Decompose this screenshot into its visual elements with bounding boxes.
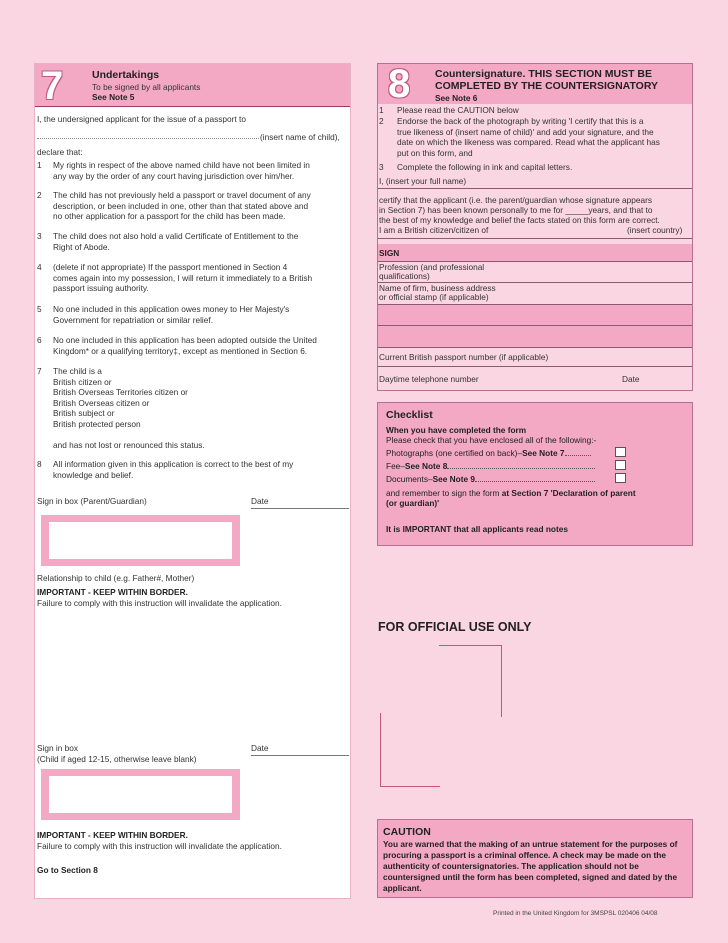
section7-subtitle: To be signed by all applicants bbox=[92, 82, 201, 92]
checklist-please: Please check that you have enclosed all of the following:- bbox=[386, 435, 597, 445]
caution-panel bbox=[377, 819, 693, 898]
section8-number: 8 bbox=[388, 62, 411, 106]
step-line: put on this form, and bbox=[397, 147, 473, 158]
checklist-important: It is IMPORTANT that all applicants read notes bbox=[386, 524, 568, 534]
address-band-1[interactable] bbox=[378, 305, 692, 325]
date-field-1[interactable] bbox=[251, 508, 349, 509]
undertaking-line: any way by the order of any court having jurisdiction over him/her. bbox=[53, 170, 295, 181]
child-signature-box[interactable] bbox=[41, 769, 240, 820]
step-line: Endorse the back of the photograph by writing 'I certify that this is a bbox=[397, 116, 644, 126]
documents-text: Documents– bbox=[386, 474, 433, 484]
undertaking-line: and has not lost or renounced this status. bbox=[53, 439, 205, 450]
undertaking-line: No one included in this application has been adopted outside the United bbox=[53, 335, 317, 345]
checklist-photos bbox=[386, 448, 686, 459]
section8-note: See Note 6 bbox=[435, 93, 478, 103]
undertaking-number: 2 bbox=[37, 190, 42, 200]
undertaking-number: 7 bbox=[37, 366, 42, 376]
step-number: 2 bbox=[379, 116, 384, 126]
step-line: true likeness of (insert name of child)' and add your signature, and the bbox=[397, 126, 654, 137]
section7-title: Undertakings bbox=[92, 69, 160, 81]
undertaking-line: The child is a bbox=[53, 366, 102, 376]
date-label-8: Date bbox=[622, 374, 640, 384]
citizen-label: I am a British citizen/citizen of bbox=[379, 225, 489, 235]
child-name-field[interactable] bbox=[37, 138, 259, 139]
relationship-label: Relationship to child (e.g. Father#, Mother) bbox=[37, 573, 195, 583]
crop-mark-top bbox=[439, 645, 502, 646]
child-note: (Child if aged 12-15, otherwise leave blank) bbox=[37, 754, 197, 764]
step-number: 3 bbox=[379, 162, 384, 172]
date-field-2[interactable] bbox=[251, 755, 349, 756]
undertaking-line: The child has not previously held a passport or travel document of any bbox=[53, 190, 311, 200]
undertaking-number: 3 bbox=[37, 231, 42, 241]
documents-note: See Note 9 bbox=[432, 474, 476, 484]
crop-mark-bottom bbox=[380, 786, 440, 787]
passport-number-field[interactable] bbox=[378, 366, 692, 367]
undertaking-line: British Overseas Territories citizen or bbox=[53, 387, 188, 397]
date-label-1: Date bbox=[251, 496, 269, 506]
section7-number: 7 bbox=[41, 64, 64, 108]
passport-number-label: Current British passport number (if applicable) bbox=[379, 352, 549, 362]
declare-text: declare that: bbox=[37, 147, 83, 157]
section8-panel bbox=[377, 63, 693, 391]
fee-text: Fee– bbox=[386, 461, 405, 471]
parent-signature-box[interactable] bbox=[41, 515, 240, 566]
step-number: 1 bbox=[379, 105, 384, 115]
dots bbox=[565, 449, 591, 456]
certify-line-2: in Section 7) has been known personally to me for _____years, and that to bbox=[379, 205, 653, 215]
undertaking-line: British subject or bbox=[53, 408, 115, 418]
undertaking-number: 8 bbox=[37, 459, 42, 469]
rule bbox=[378, 347, 692, 348]
documents-checkbox[interactable] bbox=[615, 473, 626, 483]
sign-child-label: Sign in box bbox=[37, 743, 79, 753]
section7-panel bbox=[34, 63, 351, 899]
crop-mark-right bbox=[501, 645, 502, 717]
checklist-title: Checklist bbox=[386, 409, 433, 421]
failure-1: Failure to comply with this instruction will invalidate the application. bbox=[37, 598, 282, 608]
undertaking-number: 4 bbox=[37, 262, 42, 272]
remember-bold-2: (or guardian)' bbox=[386, 498, 440, 508]
undertaking-number: 5 bbox=[37, 304, 42, 314]
undertaking-line: All information given in this application is correct to the best of my bbox=[53, 459, 294, 469]
checklist-fee bbox=[386, 461, 686, 472]
firm-line-2: or official stamp (if applicable) bbox=[379, 292, 489, 302]
important-1: IMPORTANT - KEEP WITHIN BORDER. bbox=[37, 587, 188, 597]
checklist-remember bbox=[386, 488, 686, 499]
sign-label: SIGN bbox=[379, 248, 400, 258]
undertaking-line: description, or been included in one, other than that stated above and bbox=[53, 200, 309, 211]
full-name-field[interactable] bbox=[378, 188, 692, 189]
important-2: IMPORTANT - KEEP WITHIN BORDER. bbox=[37, 830, 188, 840]
undertaking-line: British citizen or bbox=[53, 376, 112, 387]
undertaking-line: (delete if not appropriate) If the passport mentioned in Section 4 bbox=[53, 262, 288, 272]
section8-title: Countersignature. THIS SECTION MUST BE COMPLETED BY THE COUNTERSIGNATORY bbox=[435, 68, 659, 92]
telephone-label: Daytime telephone number bbox=[379, 374, 479, 384]
undertaking-number: 6 bbox=[37, 335, 42, 345]
checklist-panel bbox=[377, 402, 693, 546]
dots bbox=[447, 462, 595, 469]
checklist-documents bbox=[386, 474, 686, 485]
date-label-2: Date bbox=[251, 743, 269, 753]
step-line: date on which the likeness was compared. Read what the applicant has bbox=[397, 137, 660, 147]
section7-header bbox=[35, 64, 350, 107]
section7-note: See Note 5 bbox=[92, 92, 135, 102]
fee-checkbox[interactable] bbox=[615, 460, 626, 470]
firm-line-1: Name of firm, business address bbox=[379, 283, 496, 293]
remember-text: and remember to sign the form bbox=[386, 488, 502, 498]
undertaking-line: Kingdom* or a qualifying territory‡, except as mentioned in Section 6. bbox=[53, 345, 308, 356]
crop-mark-left bbox=[380, 713, 381, 786]
full-name-label: I, (insert your full name) bbox=[379, 176, 467, 186]
undertaking-line: passport issuing authority. bbox=[53, 283, 149, 293]
rule bbox=[378, 238, 692, 239]
goto-section8: Go to Section 8 bbox=[37, 865, 98, 875]
remember-bold: at Section 7 'Declaration of parent bbox=[501, 488, 636, 498]
undertaking-line: knowledge and belief. bbox=[53, 469, 134, 480]
certify-line-3: the best of my knowledge and belief the facts stated on this form are correct. bbox=[379, 215, 660, 225]
undertaking-line: British protected person bbox=[53, 418, 141, 429]
dots bbox=[475, 475, 595, 482]
step-line: Complete the following in ink and capital letters. bbox=[397, 162, 573, 172]
caution-title: CAUTION bbox=[383, 826, 431, 838]
intro-text: I, the undersigned applicant for the issue of a passport to bbox=[37, 114, 246, 124]
undertaking-number: 1 bbox=[37, 160, 42, 170]
photos-text: Photographs (one certified on back)– bbox=[386, 448, 523, 458]
photos-checkbox[interactable] bbox=[615, 447, 626, 457]
undertaking-line: British Overseas citizen or bbox=[53, 397, 150, 408]
profession-line-1: Profession (and professional bbox=[379, 262, 485, 272]
sign-parent-label: Sign in box (Parent/Guardian) bbox=[37, 496, 147, 506]
failure-2: Failure to comply with this instruction will invalidate the application. bbox=[37, 841, 282, 851]
section8-header bbox=[378, 64, 692, 104]
undertaking-line: Right of Abode. bbox=[53, 241, 110, 252]
certify-line-1: certify that the applicant (i.e. the parent/guardian whose signature appears bbox=[379, 195, 653, 205]
insert-country-label: (insert country) bbox=[627, 225, 683, 235]
address-band-2[interactable] bbox=[378, 326, 692, 347]
insert-name-label: (insert name of child), bbox=[260, 132, 340, 142]
official-use-heading: FOR OFFICIAL USE ONLY bbox=[378, 620, 532, 634]
profession-line-2: qualifications) bbox=[379, 271, 430, 281]
undertaking-line: no other application for a passport for the child has been made. bbox=[53, 211, 286, 221]
fee-note: See Note 8 bbox=[404, 461, 448, 471]
undertaking-line: Government for repatriation or similar relief. bbox=[53, 314, 214, 325]
step-line: Please read the CAUTION below bbox=[397, 105, 519, 115]
checklist-when: When you have completed the form bbox=[386, 425, 527, 435]
print-footer: Printed in the United Kingdom for 3MSPSL 020406 04/08 bbox=[493, 910, 658, 917]
undertaking-line: No one included in this application owes money to Her Majesty's bbox=[53, 304, 290, 314]
undertaking-line: My rights in respect of the above named child have not been limited in bbox=[53, 160, 310, 170]
photos-note: See Note 7 bbox=[522, 448, 565, 458]
undertaking-line: comes again into my possession, I will return it immediately to a British bbox=[53, 272, 313, 283]
undertaking-line: The child does not also hold a valid Certificate of Entitlement to the bbox=[53, 231, 299, 241]
caution-text: You are warned that the making of an untrue statement for the purposes of procuring a passport is a criminal offence. A check may be made on the authenticity of countersignatories. The application should not be countersigned until the form has been completed, signed and dated by the applicant. bbox=[383, 839, 678, 893]
